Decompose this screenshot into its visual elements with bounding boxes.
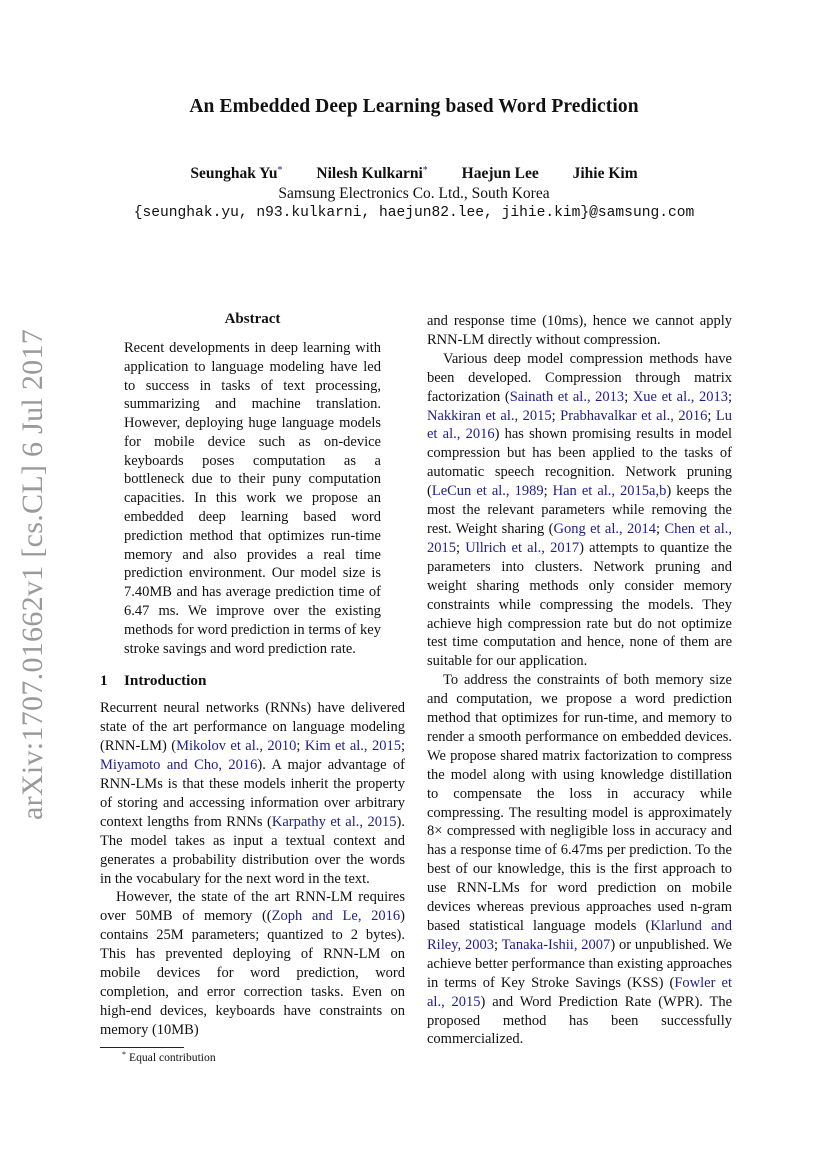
paragraph-text: ) contains 25M parameters; quantized to 2 bytes). This has prevented deploying of RNN-LM on mobile devices for word prediction, word completion, and error correction tasks. Even on high-end devices, keyboards have constraints on memory (10MB) (100, 908, 406, 1038)
citation-link[interactable]: Tanaka-Ishii, 2007 (501, 936, 611, 953)
intro-paragraph-1 (100, 699, 405, 888)
section-heading-introduction (100, 672, 405, 691)
citation-link[interactable]: Xue et al., 2013 (632, 388, 728, 405)
paragraph-text: ; (400, 738, 405, 755)
paragraph-text: ; (493, 936, 502, 953)
section-title: Introduction (124, 672, 207, 690)
author-name: Seunghak Yu (190, 165, 278, 182)
paragraph-text: ). The model takes as input a textual context and generates a probability distribution over the words in the vocabulary for the next word in the text. (100, 813, 405, 887)
paragraph-text: ). A major advantage of RNN-LMs is that these models inherit the property of storing and accessing information over arbitrary context lengths from RNNs ( (100, 757, 405, 830)
paragraph-text: ; (727, 388, 733, 405)
citation-link[interactable]: Klarlund and Riley, 2003 (427, 918, 732, 953)
intro-paragraph-2 (100, 888, 405, 1039)
citation-link[interactable]: Sainath et al., 2013 (509, 388, 625, 405)
right-column (427, 312, 732, 1049)
abstract-heading: Abstract (224, 311, 281, 327)
author-1 (190, 165, 282, 183)
paragraph-text: ; (707, 407, 716, 424)
paragraph-text: ) attempts to quantize the parameters into clusters. Network pruning and weight sharing methods only consider memory constraints while compressing the models. They achieve high compression rate but do not optimize test time computation and hence, none of them are suitable for our application. (427, 539, 732, 670)
citation-link[interactable]: Fowler et al., 2015 (427, 974, 733, 1010)
author-name: Jihie Kim (572, 165, 638, 182)
citation-link[interactable]: Nakkiran et al., 2015 (427, 407, 552, 424)
paragraph-text: To address the constraints of both memory size and computation, we propose a word prediction method that optimizes for run-time, and memory to render a smooth performance on embedded devices. We propose shared matrix factorization to compress the model along with using knowledge distillation to compensate the loss in accuracy while compressing. The resulting model is approximately 8× compressed with negligible loss in accuracy and has a response time of 6.47ms per prediction. To the best of our knowledge, this is the first approach to use RNN-LMs for word prediction on mobile devices whereas previous approaches used n-gram based statistical language models ( (427, 672, 732, 934)
paragraph-text: However, the state of the art RNN-LM requires over 50MB of memory (( (100, 889, 405, 925)
affiliation: Samsung Electronics Co. Ltd., South Korea (278, 185, 550, 202)
citation-link[interactable]: Chen et al., 2015 (427, 520, 732, 556)
paragraph-text: Various deep model compression methods have been developed. Compression through matrix factorization ( (427, 350, 732, 405)
paragraph-text: and response time (10ms), hence we cannot apply RNN-LM directly without compression. (427, 313, 732, 348)
intro-paragraph-2-continued (427, 312, 732, 350)
author-2 (316, 165, 427, 183)
citation-link[interactable]: Han et al., 2015a,b (552, 483, 667, 500)
paragraph-text: Recurrent neural networks (RNNs) have delivered state of the art performance on language modeling (RNN-LM) ( (100, 700, 405, 755)
paragraph-text: ) keeps the most the relevant parameters while removing the rest. Weight sharing ( (427, 483, 732, 537)
citation-link[interactable]: LeCun et al., 1989 (431, 483, 544, 500)
paragraph-text: ; (656, 520, 665, 537)
intro-paragraph-4 (427, 671, 732, 1049)
equal-contribution-mark[interactable]: * (277, 165, 283, 176)
left-column (100, 310, 405, 1040)
citation-link[interactable]: Ullrich et al., 2017 (465, 539, 580, 556)
footnote (122, 1050, 216, 1064)
paragraph-text: ) or unpublished. We achieve better performance than existing approaches in terms of Key Stroke Savings (KSS) ( (427, 936, 732, 991)
paragraph-text: ; (624, 388, 633, 405)
paragraph-text: ; (456, 539, 466, 556)
citation-link[interactable]: Zoph and Le, 2016 (271, 908, 401, 925)
citation-link[interactable]: Lu et al., 2016 (427, 407, 732, 443)
author-list (0, 165, 828, 183)
paragraph-text: ; (296, 738, 305, 755)
citation-link[interactable]: Prabhavalkar et al., 2016 (560, 407, 708, 424)
equal-contribution-mark[interactable]: * (422, 165, 428, 176)
citation-link[interactable]: Karpathy et al., 2015 (271, 813, 397, 830)
intro-paragraph-3 (427, 350, 732, 671)
paper-title: An Embedded Deep Learning based Word Prediction (189, 96, 639, 117)
citation-link[interactable]: Mikolov et al., 2010 (176, 738, 297, 755)
footnote-text: Equal contribution (129, 1051, 216, 1064)
paragraph-text: ) and Word Prediction Rate (WPR). The proposed method has been successfully commercialized. (427, 993, 733, 1048)
citation-link[interactable]: Miyamoto and Cho, 2016 (100, 757, 258, 774)
author-4 (573, 165, 638, 183)
arxiv-stamp: arXiv:1707.01662v1 [cs.CL] 6 Jul 2017 (16, 328, 49, 820)
paragraph-text: ; (543, 483, 553, 500)
author-emails: {seunghak.yu, n93.kulkarni, haejun82.lee, jihie.kim}@samsung.com (133, 205, 695, 221)
paragraph-text: ) has shown promising results in model compression but has been applied to the tasks of automatic speech recognition. Network pruning ( (427, 426, 732, 500)
author-name: Haejun Lee (461, 165, 539, 182)
paragraph-text: ; (551, 407, 561, 424)
citation-link[interactable]: Gong et al., 2014 (553, 520, 657, 537)
author-name: Nilesh Kulkarni (316, 165, 423, 182)
citation-link[interactable]: Kim et al., 2015 (304, 738, 401, 755)
section-number: 1 (100, 672, 108, 690)
footnote-rule (100, 1047, 184, 1048)
footnote-mark: * (122, 1050, 126, 1059)
author-3 (462, 165, 539, 183)
abstract-text: Recent developments in deep learning with application to language modeling have led to success in tasks of text processing, summarizing and machine translation. However, deploying huge language models for mobile device such as on-device keyboards poses computation as a bottleneck due to their puny computation capacities. In this work we propose an embedded deep learning based word prediction method that optimizes run-time memory and also provides a real time prediction environment. Our model size is 7.40MB and has average prediction time of 6.47 ms. We improve over the existing methods for word prediction in terms of key stroke savings and word prediction rate. (124, 339, 381, 657)
